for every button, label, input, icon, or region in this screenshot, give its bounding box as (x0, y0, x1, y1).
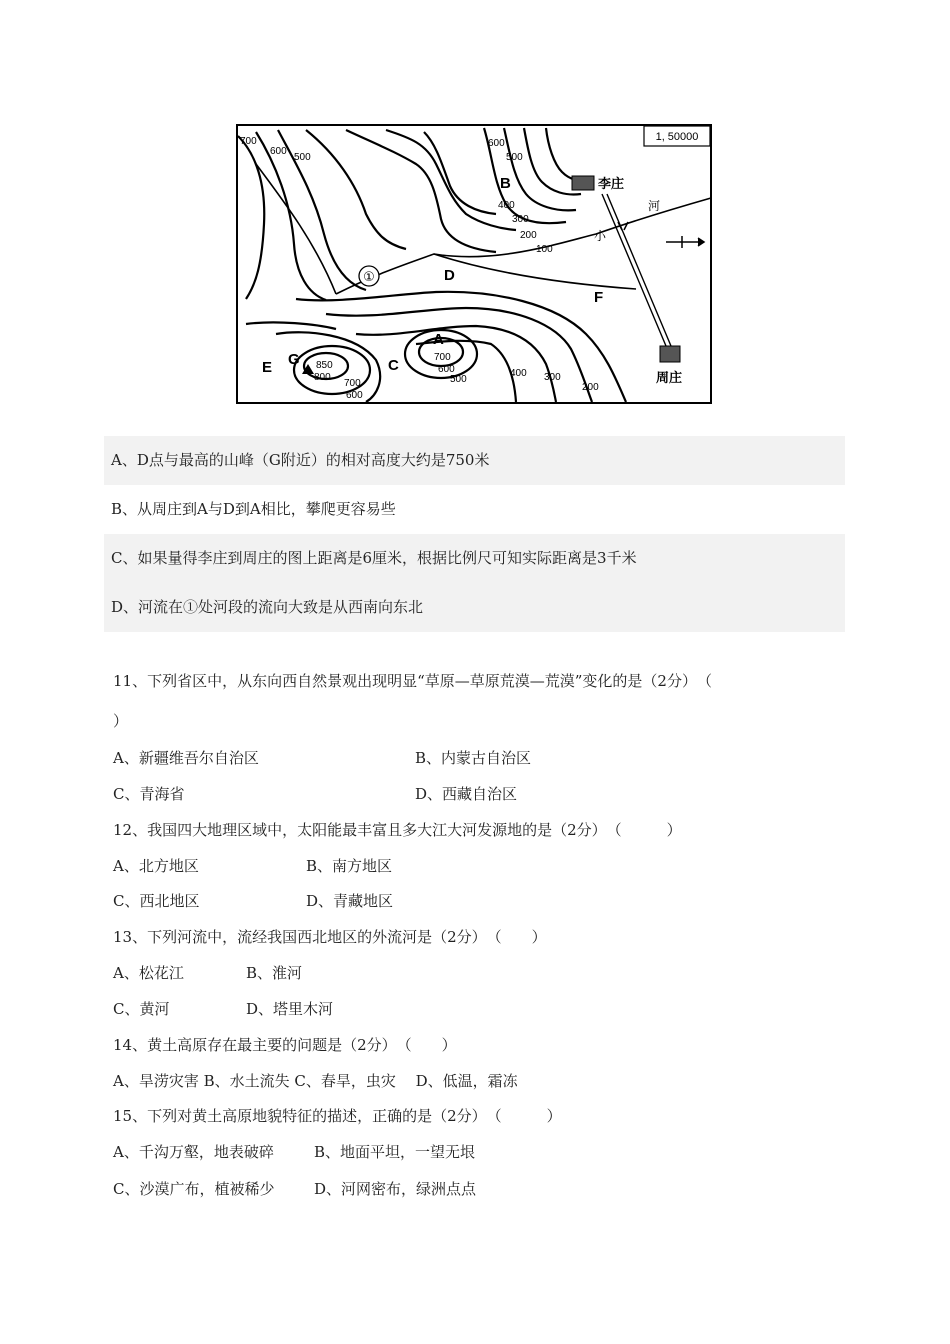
point-F-label: F (594, 289, 604, 306)
river-char-small: 小 (594, 229, 607, 243)
scale-text: 1, 50000 (655, 131, 699, 143)
contour-label: 300 (544, 372, 561, 383)
contour-label: 100 (536, 244, 553, 255)
lizhuang-label: 李庄 (598, 177, 625, 192)
contour-label: 700 (434, 352, 451, 363)
q10-option-c[interactable]: C、如果量得李庄到周庄的图上距离是6厘米，根据比例尺可知实际距离是3千米 (104, 534, 845, 583)
contour-map (236, 124, 712, 404)
q10-option-a[interactable]: A、D点与最高的山峰（G附近）的相对高度大约是750米 (104, 436, 845, 485)
point-C-label: C (388, 357, 399, 374)
q15-option-d[interactable]: D、河网密布，绿洲点点 (314, 1180, 477, 1198)
contour-label: 800 (314, 372, 331, 383)
contour-label: 200 (520, 230, 537, 241)
q15-stem: 15、下列对黄土高原地貌特征的描述，正确的是（2分） （ ） (113, 1107, 562, 1125)
q14-stem: 14、黄土高原存在最主要的问题是（2分） （ ） (113, 1036, 457, 1054)
contour-label: 400 (510, 368, 527, 379)
contour-label: 300 (512, 214, 529, 225)
q15-option-a[interactable]: A、千沟万壑，地表破碎 (113, 1143, 274, 1161)
q13-option-d[interactable]: D、塔里木河 (246, 1000, 334, 1018)
river-char-he: 河 (648, 199, 661, 213)
contour-label: 500 (294, 152, 311, 163)
q10-option-d[interactable]: D、河流在①处河段的流向大致是从西南向东北 (104, 583, 845, 632)
q11-option-c[interactable]: C、青海省 (113, 785, 185, 803)
contour-label: 500 (506, 152, 523, 163)
contour-label: 700 (240, 136, 257, 147)
q11-stem-cont: ） (113, 712, 129, 730)
point-D-label: D (444, 267, 455, 284)
q11-option-a[interactable]: A、新疆维吾尔自治区 (113, 749, 259, 767)
point-A-label: A (433, 331, 444, 348)
contour-label: 500 (450, 374, 467, 385)
q11-option-b[interactable]: B、内蒙古自治区 (415, 749, 532, 767)
q12-option-a[interactable]: A、北方地区 (113, 857, 199, 875)
q12-option-c[interactable]: C、西北地区 (113, 892, 200, 910)
circle-one-label: ① (363, 270, 375, 285)
contour-label: 200 (582, 382, 599, 393)
q13-stem: 13、下列河流中，流经我国西北地区的外流河是（2分） （ ） (113, 928, 547, 946)
q12-option-d[interactable]: D、青藏地区 (306, 892, 394, 910)
contour-label: 600 (346, 390, 363, 401)
contour-label: 850 (316, 360, 333, 371)
q12-option-b[interactable]: B、南方地区 (306, 857, 393, 875)
q13-option-b[interactable]: B、淮河 (246, 964, 303, 982)
contour-label: 700 (344, 378, 361, 389)
contour-label: 600 (270, 146, 287, 157)
q11-stem: 11、下列省区中，从东向西自然景观出现明显“草原—草原荒漠—荒漠”变化的是（2分） （ (113, 672, 712, 690)
lizhuang-building-icon (572, 176, 594, 190)
contour-label: 600 (488, 138, 505, 149)
map-frame (237, 125, 711, 403)
q13-option-a[interactable]: A、松花江 (113, 964, 184, 982)
point-E-label: E (262, 359, 273, 376)
q11-option-d[interactable]: D、西藏自治区 (415, 785, 518, 803)
contour-label: 400 (498, 200, 515, 211)
q13-option-c[interactable]: C、黄河 (113, 1000, 170, 1018)
q12-stem: 12、我国四大地理区域中，太阳能最丰富且多大江大河发源地的是（2分） （ ） (113, 821, 682, 839)
q15-option-b[interactable]: B、地面平坦，一望无垠 (314, 1143, 476, 1161)
point-G-label: G (288, 351, 300, 368)
q14-options[interactable]: A、旱涝灾害 B、水土流失 C、春旱，虫灾 D、低温，霜冻 (113, 1072, 518, 1090)
zhouzhuang-label: 周庄 (656, 371, 683, 386)
q15-option-c[interactable]: C、沙漠广布，植被稀少 (113, 1180, 275, 1198)
q10-option-b[interactable]: B、从周庄到A与D到A相比，攀爬更容易些 (111, 500, 396, 518)
zhouzhuang-building-icon (660, 346, 680, 362)
q10-options-table (104, 436, 845, 633)
contour-label: 600 (438, 364, 455, 375)
point-B-label: B (500, 175, 511, 192)
